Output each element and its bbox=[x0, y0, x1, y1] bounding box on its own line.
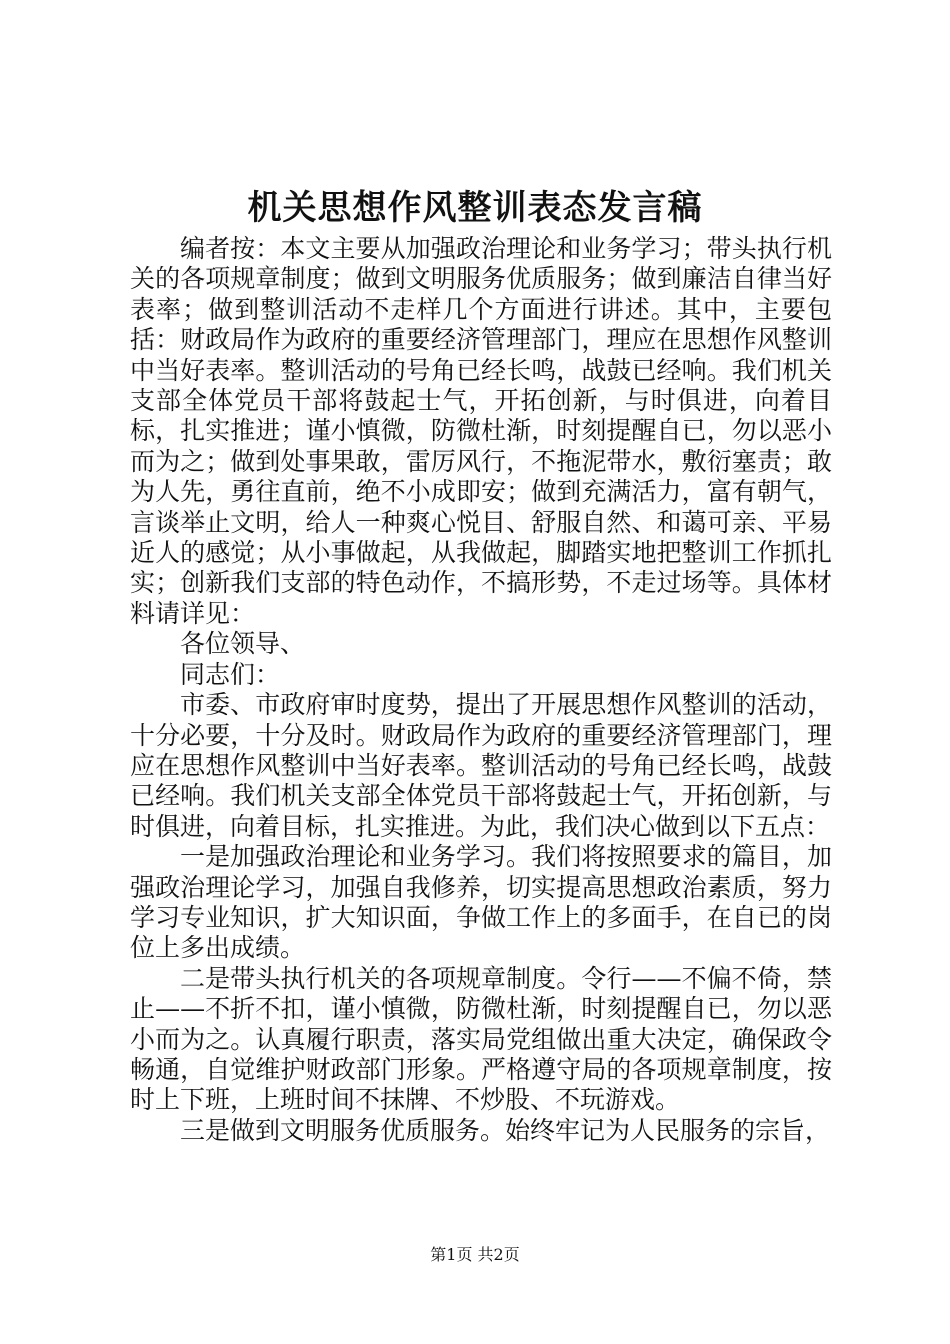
point-two-paragraph: 二是带头执行机关的各项规章制度。令行——不偏不倚，禁止——不折不扣，谨小慎微，防微杜渐，时刻提醒自已，勿以恶小而为之。认真履行职责，落实局党组做出重大决定，确保政令畅通，自觉维护财政部门形象。严格遵守局的各项规章制度，按时上下班，上班时间不抹牌、不炒股、不玩游戏。 bbox=[130, 963, 832, 1115]
point-one-paragraph: 一是加强政治理论和业务学习。我们将按照要求的篇目，加强政治理论学习，加强自我修养，切实提高思想政治素质，努力学习专业知识，扩大知识面，争做工作上的多面手，在自已的岗位上多出成绩。 bbox=[130, 842, 832, 963]
intro-paragraph: 市委、市政府审时度势，提出了开展思想作风整训的活动，十分必要，十分及时。财政局作为政府的重要经济管理部门，理应在思想作风整训中当好表率。整训活动的号角已经长鸣，战鼓已经响。我们机关支部全体党员干部将鼓起士气，开拓创新，与时俱进，向着目标，扎实推进。为此，我们决心做到以下五点： bbox=[130, 690, 832, 841]
editor-note-paragraph: 编者按：本文主要从加强政治理论和业务学习；带头执行机关的各项规章制度；做到文明服务优质服务；做到廉洁自律当好表率；做到整训活动不走样几个方面进行讲述。其中，主要包括：财政局作为政府的重要经济管理部门，理应在思想作风整训中当好表率。整训活动的号角已经长鸣，战鼓已经响。我们机关支部全体党员干部将鼓起士气，开拓创新，与时俱进，向着目标，扎实推进；谨小慎微，防微杜渐，时刻提醒自已，勿以恶小而为之；做到处事果敢，雷厉风行，不拖泥带水，敷衍塞责；敢为人先，勇往直前，绝不小成即安；做到充满活力，富有朝气，言谈举止文明，给人一种爽心悦目、舒服自然、和蔼可亲、平易近人的感觉；从小事做起，从我做起，脚踏实地把整训工作抓扎实；创新我们支部的特色动作，不搞形势，不走过场等。具体材料请详见： bbox=[130, 234, 832, 628]
page-footer: 第1页 共2页 bbox=[430, 1245, 520, 1264]
salutation-leaders: 各位领导、 bbox=[180, 629, 306, 659]
salutation-comrades: 同志们： bbox=[180, 659, 281, 689]
document-title: 机关思想作风整训表态发言稿 bbox=[247, 188, 703, 228]
point-three-paragraph: 三是做到文明服务优质服务。始终牢记为人民服务的宗旨， bbox=[180, 1115, 831, 1145]
document-body bbox=[130, 234, 832, 1146]
